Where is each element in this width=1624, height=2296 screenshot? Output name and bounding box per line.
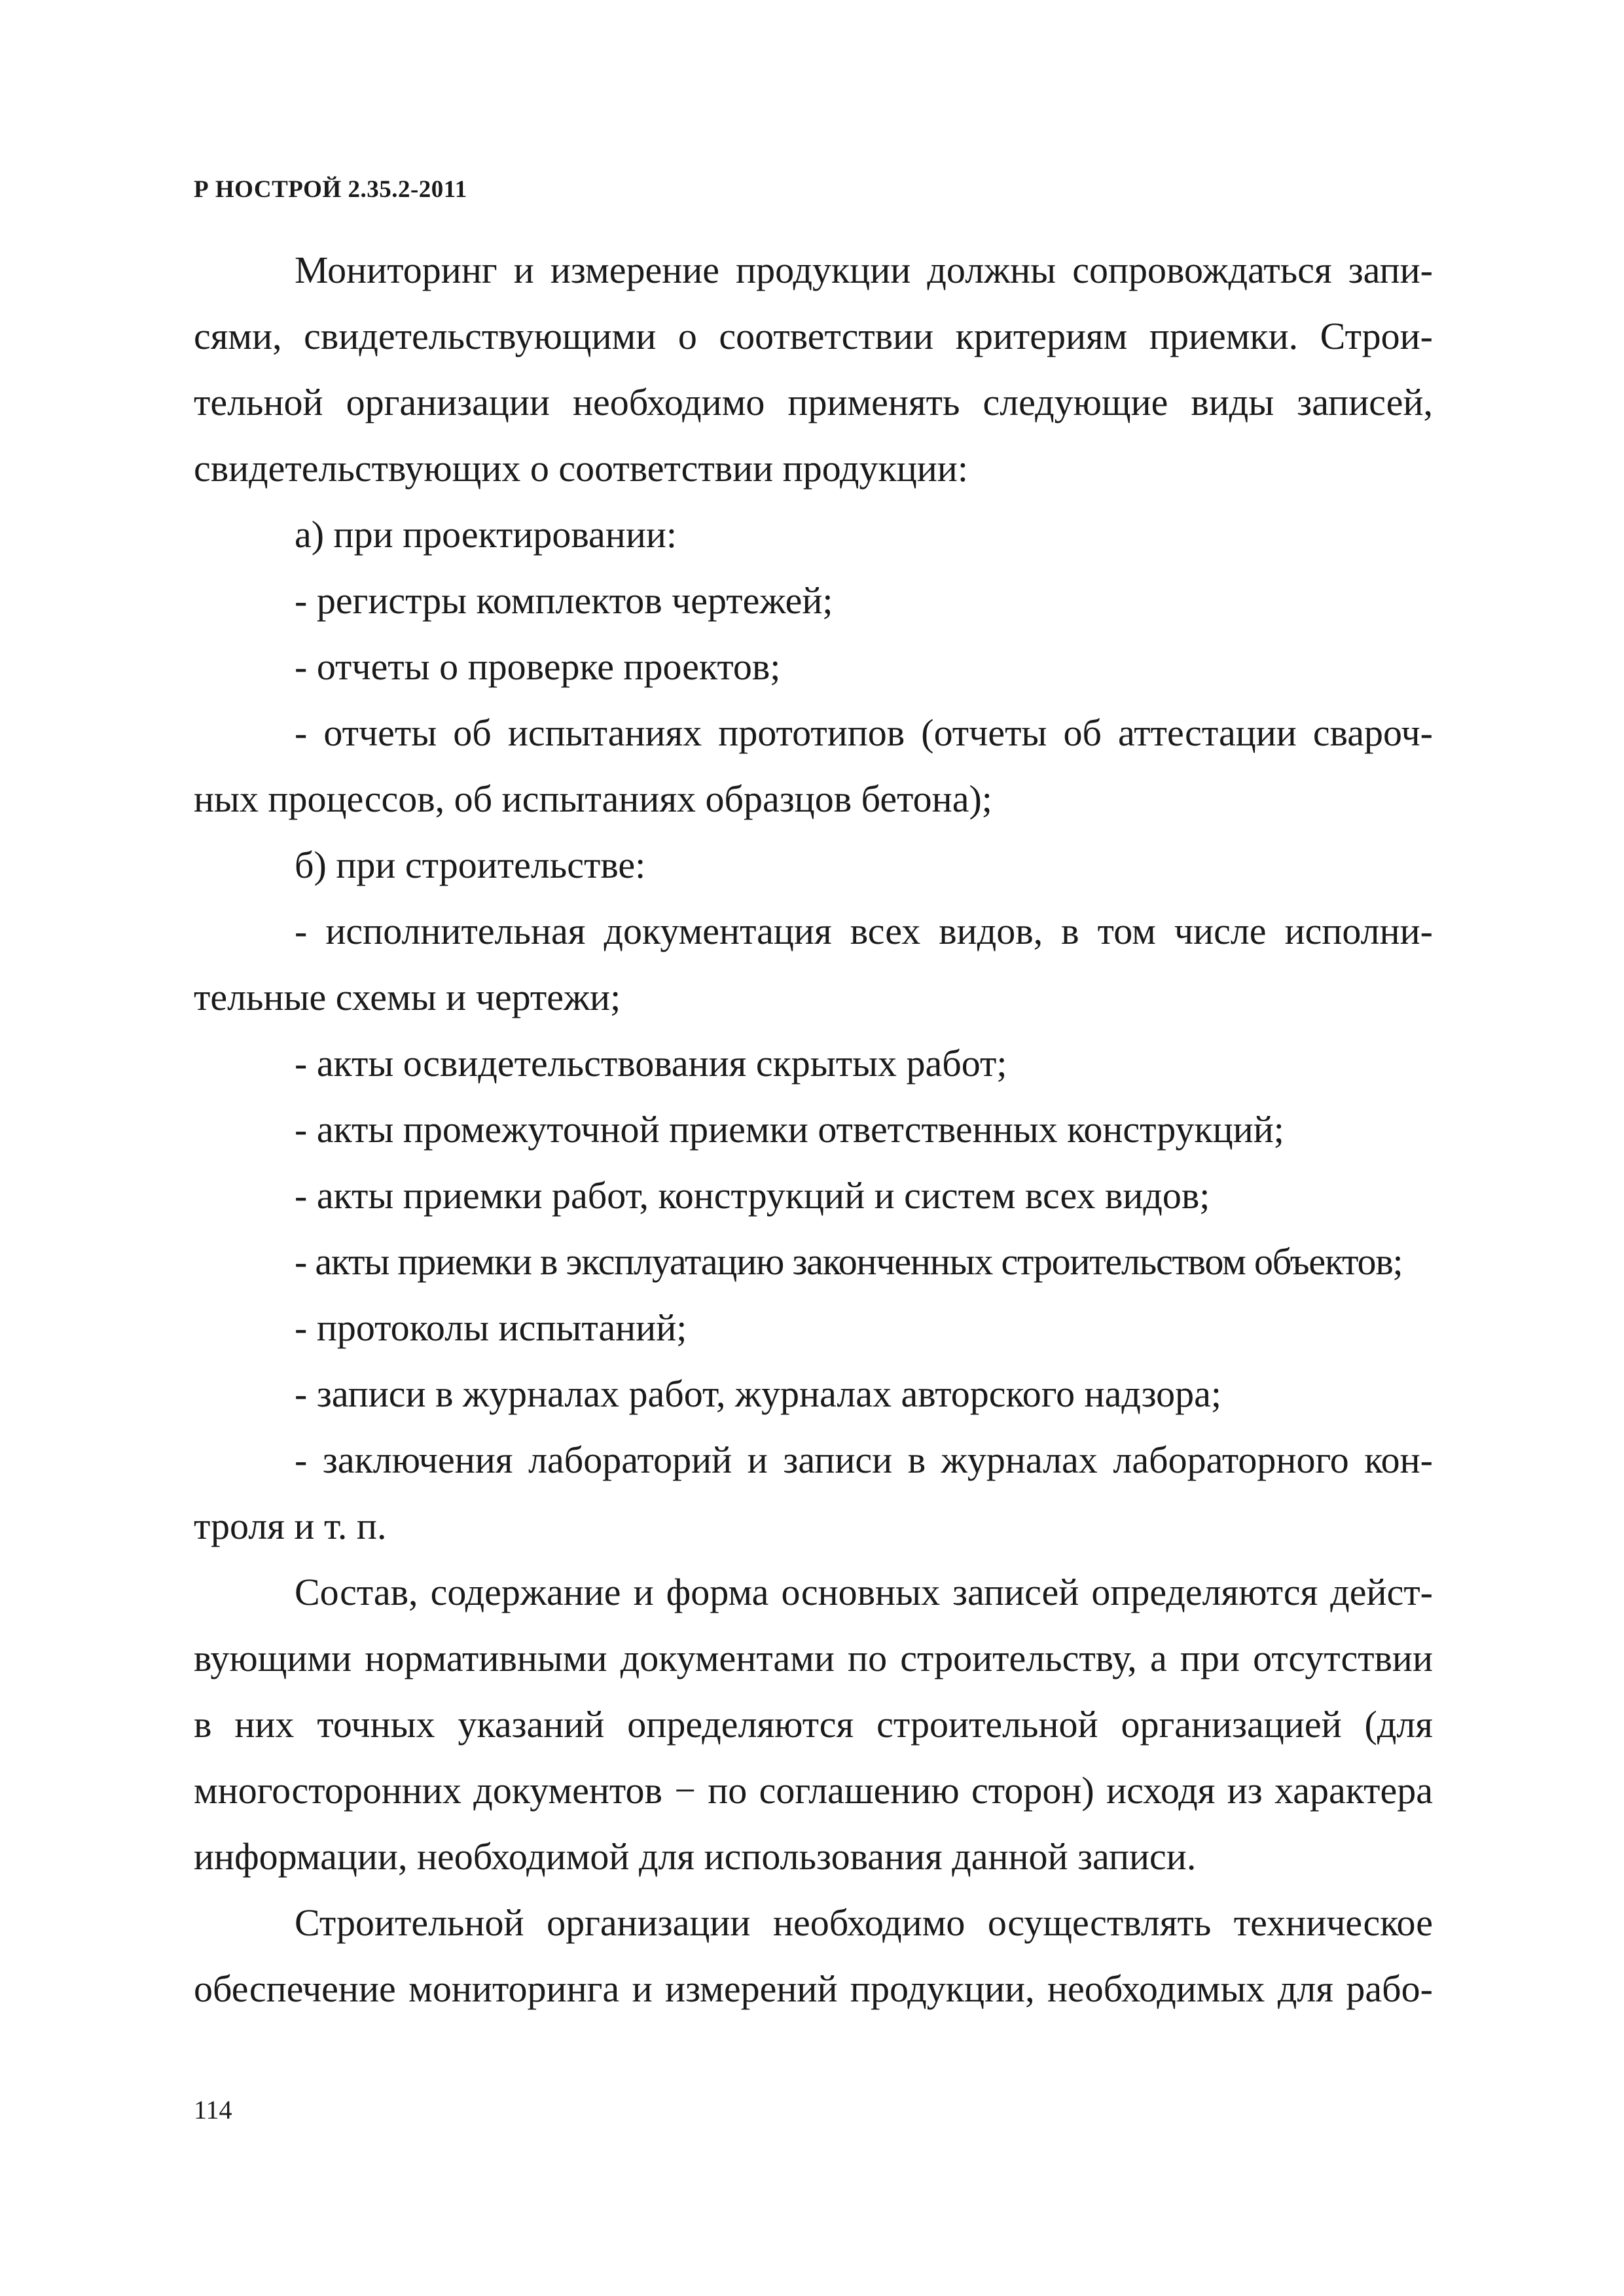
list-item: - регистры комплектов чертежей;: [295, 579, 833, 622]
list-item: - отчеты об испытаниях прототипов (отчеты об аттестации свароч-: [295, 711, 1433, 754]
list-heading: б) при строительстве:: [295, 844, 646, 886]
text-line: Строительной организации необходимо осуществлять техническое: [295, 1901, 1433, 1944]
text-line: свидетельствующих о соответствии продукции:: [194, 447, 968, 490]
list-item: - отчеты о проверке проектов;: [295, 645, 781, 688]
list-item: - акты приемки в эксплуатацию законченных строительством объектов;: [295, 1240, 1403, 1283]
text-line: многосторонних документов − по соглашению сторон) исходя из характера: [194, 1769, 1433, 1812]
list-item-continuation: тельные схемы и чертежи;: [194, 976, 621, 1018]
document-header: Р НОСТРОЙ 2.35.2-2011: [194, 176, 467, 203]
list-item: - исполнительная документация всех видов, в том числе исполни-: [295, 910, 1433, 952]
text-line: тельной организации необходимо применять следующие виды записей,: [194, 381, 1433, 423]
list-item-continuation: ных процессов, об испытаниях образцов бетона);: [194, 778, 992, 820]
text-line: вующими нормативными документами по строительству, а при отсутствии: [194, 1637, 1433, 1679]
text-line: в них точных указаний определяются строительной организацией (для: [194, 1703, 1433, 1746]
list-heading: а) при проектировании:: [295, 513, 677, 556]
text-line: Состав, содержание и форма основных записей определяются дейст-: [295, 1571, 1433, 1613]
text-line: обеспечение мониторинга и измерений продукции, необходимых для рабо-: [194, 1967, 1433, 2010]
list-item: - акты промежуточной приемки ответственных конструкций;: [295, 1108, 1284, 1151]
list-item: - записи в журналах работ, журналах авторского надзора;: [295, 1372, 1222, 1415]
page-number: 114: [194, 2095, 232, 2125]
list-item: - акты приемки работ, конструкций и систем всех видов;: [295, 1174, 1210, 1217]
list-item-continuation: троля и т. п.: [194, 1505, 387, 1547]
list-item: - протоколы испытаний;: [295, 1306, 687, 1349]
body-text: [194, 237, 1433, 2022]
list-item: - акты освидетельствования скрытых работ;: [295, 1042, 1007, 1085]
text-line: Мониторинг и измерение продукции должны сопровождаться запи-: [295, 249, 1433, 291]
text-line: информации, необходимой для использования данной записи.: [194, 1835, 1197, 1878]
text-line: сями, свидетельствующими о соответствии критериям приемки. Строи-: [194, 315, 1433, 357]
list-item: - заключения лабораторий и записи в журналах лабораторного кон-: [295, 1439, 1433, 1481]
